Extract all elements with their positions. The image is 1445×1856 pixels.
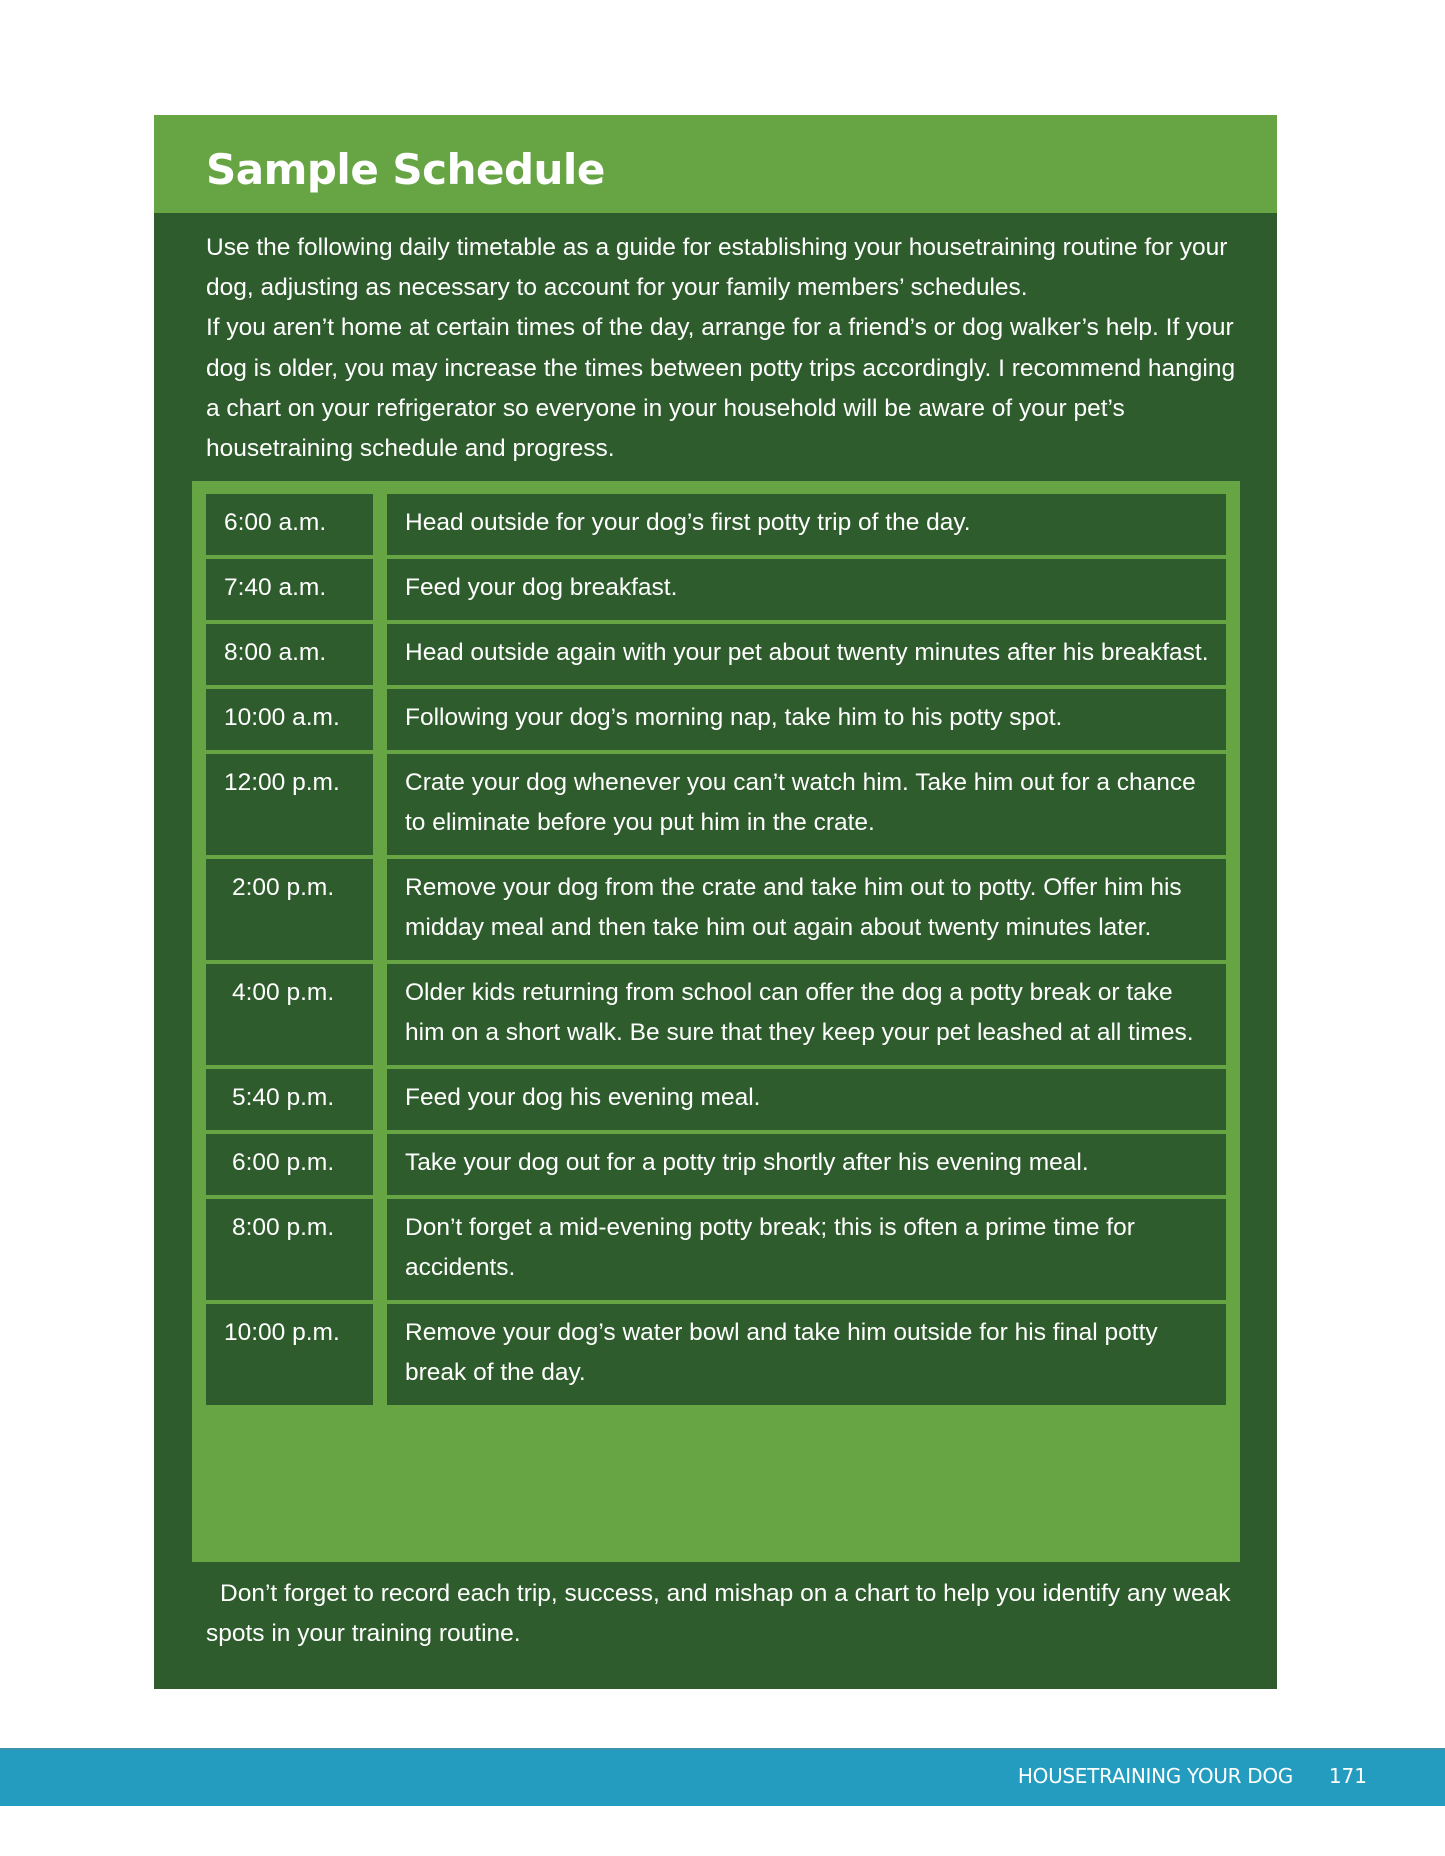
table-row [206,1069,1226,1130]
intro-text [206,228,1246,469]
table-row [206,559,1226,620]
table-row [206,964,1226,1065]
time-cell: 2:00 p.m. [206,859,373,960]
page-number: 171 [1328,1764,1367,1788]
intro-paragraph-2: If you aren’t home at certain times of the day, arrange for a friend’s or dog walker’s help. If your dog is older, you may increase the times between potty trips accordingly. I recommend hanging a chart on your refrigerator so everyone in your household will be aware of your pet’s housetraining schedule and progress. [206,314,1236,463]
activity-cell: Older kids returning from school can offer the dog a potty break or take him on a short walk. Be sure that they keep your pet leashed at all times. [387,964,1226,1065]
time-cell: 12:00 p.m. [206,754,373,855]
activity-cell: Remove your dog’s water bowl and take him outside for his final potty break of the day. [387,1304,1226,1405]
activity-cell: Remove your dog from the crate and take him out to potty. Offer him his midday meal and then take him out again about twenty minutes later. [387,859,1226,960]
box-header [154,115,1277,213]
time-cell: 8:00 p.m. [206,1199,373,1300]
intro-paragraph-1: Use the following daily timetable as a guide for establishing your housetraining routine for your dog, adjusting as necessary to account for your family members’ schedules. [206,234,1228,302]
table-row [206,494,1226,555]
activity-cell: Following your dog’s morning nap, take him to his potty spot. [387,689,1226,750]
time-cell: 7:40 a.m. [206,559,373,620]
schedule-table [192,481,1240,1562]
sample-schedule-box [154,115,1277,1689]
time-cell: 4:00 p.m. [206,964,373,1065]
activity-cell: Feed your dog breakfast. [387,559,1226,620]
outro-text: Don’t forget to record each trip, success, and mishap on a chart to help you identify any weak spots in your training routine. [206,1580,1231,1647]
time-cell: 10:00 a.m. [206,689,373,750]
table-row [206,754,1226,855]
table-row [206,1199,1226,1300]
activity-cell: Don’t forget a mid-evening potty break; this is often a prime time for accidents. [387,1199,1226,1300]
activity-cell: Feed your dog his evening meal. [387,1069,1226,1130]
table-row [206,859,1226,960]
box-title: Sample Schedule [206,145,605,194]
table-row [206,1134,1226,1195]
table-row [206,624,1226,685]
table-row [206,1304,1226,1405]
running-footer-title: HOUSETRAINING YOUR DOG [1017,1764,1293,1788]
page-footer [0,1748,1445,1806]
time-cell: 5:40 p.m. [206,1069,373,1130]
activity-cell: Take your dog out for a potty trip shortly after his evening meal. [387,1134,1226,1195]
time-cell: 8:00 a.m. [206,624,373,685]
activity-cell: Head outside again with your pet about twenty minutes after his breakfast. [387,624,1226,685]
activity-cell: Crate your dog whenever you can’t watch him. Take him out for a chance to eliminate before you put him in the crate. [387,754,1226,855]
activity-cell: Head outside for your dog’s first potty trip of the day. [387,494,1226,555]
table-row [206,689,1226,750]
time-cell: 6:00 a.m. [206,494,373,555]
time-cell: 6:00 p.m. [206,1134,373,1195]
time-cell: 10:00 p.m. [206,1304,373,1405]
